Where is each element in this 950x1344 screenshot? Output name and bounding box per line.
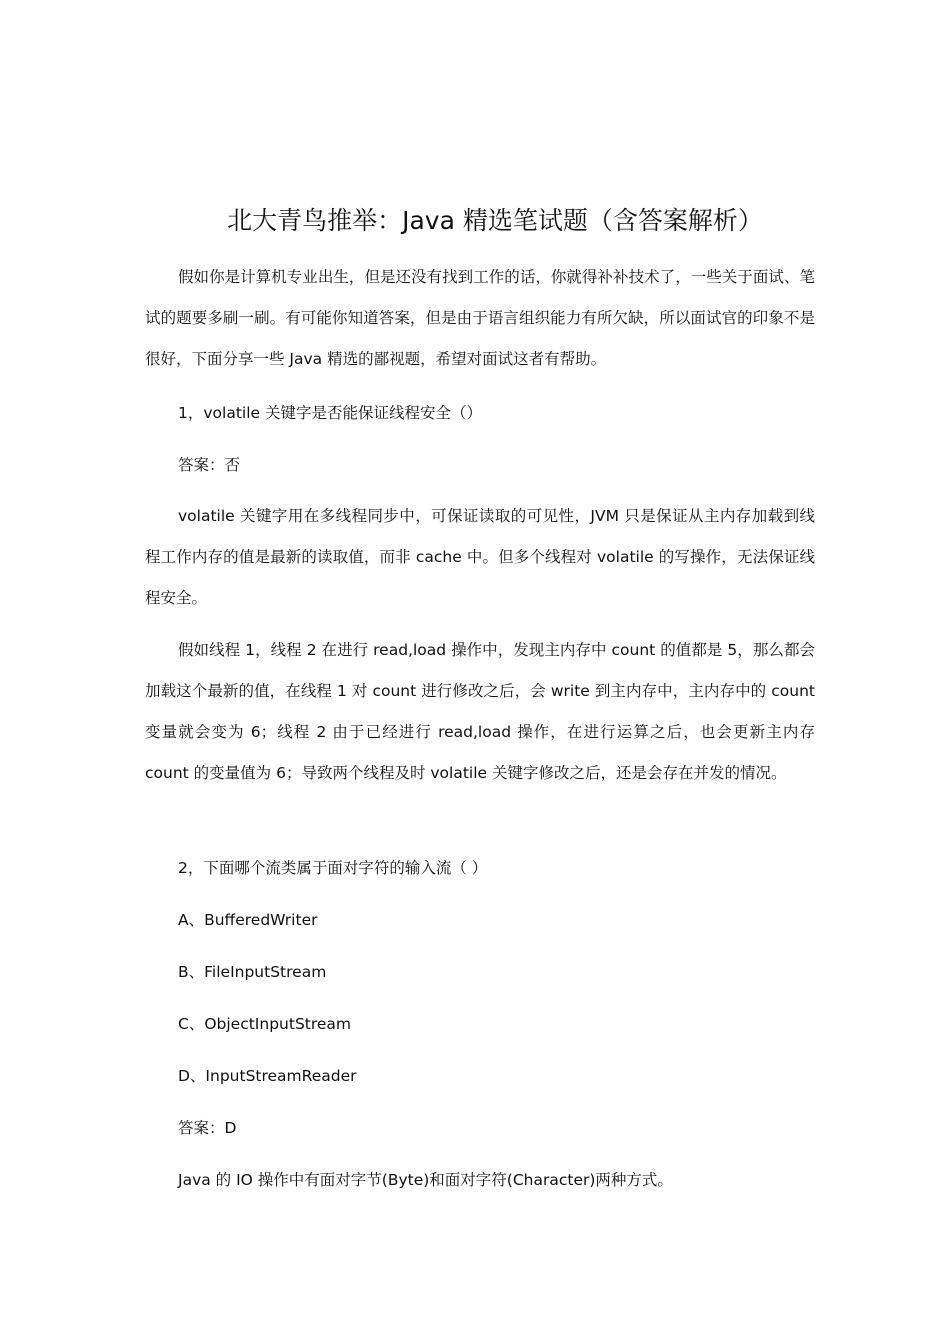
option-a: A、BufferedWriter: [178, 911, 318, 929]
page-title: 北大青鸟推举：Java 精选笔试题（含答案解析）: [227, 206, 763, 235]
explanation-1b: 假如线程 1，线程 2 在进行 read,load 操作中，发现主内存中 count 的值都是 5，那么都会加载这个最新的值，在线程 1 对 count 进行修改之后，会 write 到主内存中，主内存中的 count 变量就会变为 6；线程 2 由于已经进行 read,load 操作，在进行运算之后，也会更新主内存 count 的变量值为 6；导致两个线程及时 volatile 关键字修改之后，还是会存在并发的情况。: [145, 641, 815, 782]
explanation-2: Java 的 IO 操作中有面对字节(Byte)和面对字符(Character)两种方式。: [178, 1171, 673, 1189]
question-2: 2，下面哪个流类属于面对字符的输入流（ ）: [178, 859, 488, 877]
answer-1: 答案：否: [178, 456, 241, 474]
explanation-1a: volatile 关键字用在多线程同步中，可保证读取的可见性，JVM 只是保证从主内存加载到线程工作内存的值是最新的读取值，而非 cache 中。但多个线程对 volatile 的写操作，无法保证线程安全。: [145, 507, 815, 607]
option-b: B、FileInputStream: [178, 963, 327, 981]
intro-paragraph: 假如你是计算机专业出生，但是还没有找到工作的话，你就得补补技术了，一些关于面试、笔试的题要多刷一刷。有可能你知道答案，但是由于语言组织能力有所欠缺，所以面试官的印象不是很好，下面分享一些 Java 精选的鄙视题，希望对面试这者有帮助。: [145, 268, 815, 368]
option-c: C、ObjectInputStream: [178, 1015, 352, 1033]
question-1: 1，volatile 关键字是否能保证线程安全（）: [178, 404, 482, 422]
answer-2: 答案：D: [178, 1119, 237, 1137]
option-d: D、InputStreamReader: [178, 1067, 357, 1085]
